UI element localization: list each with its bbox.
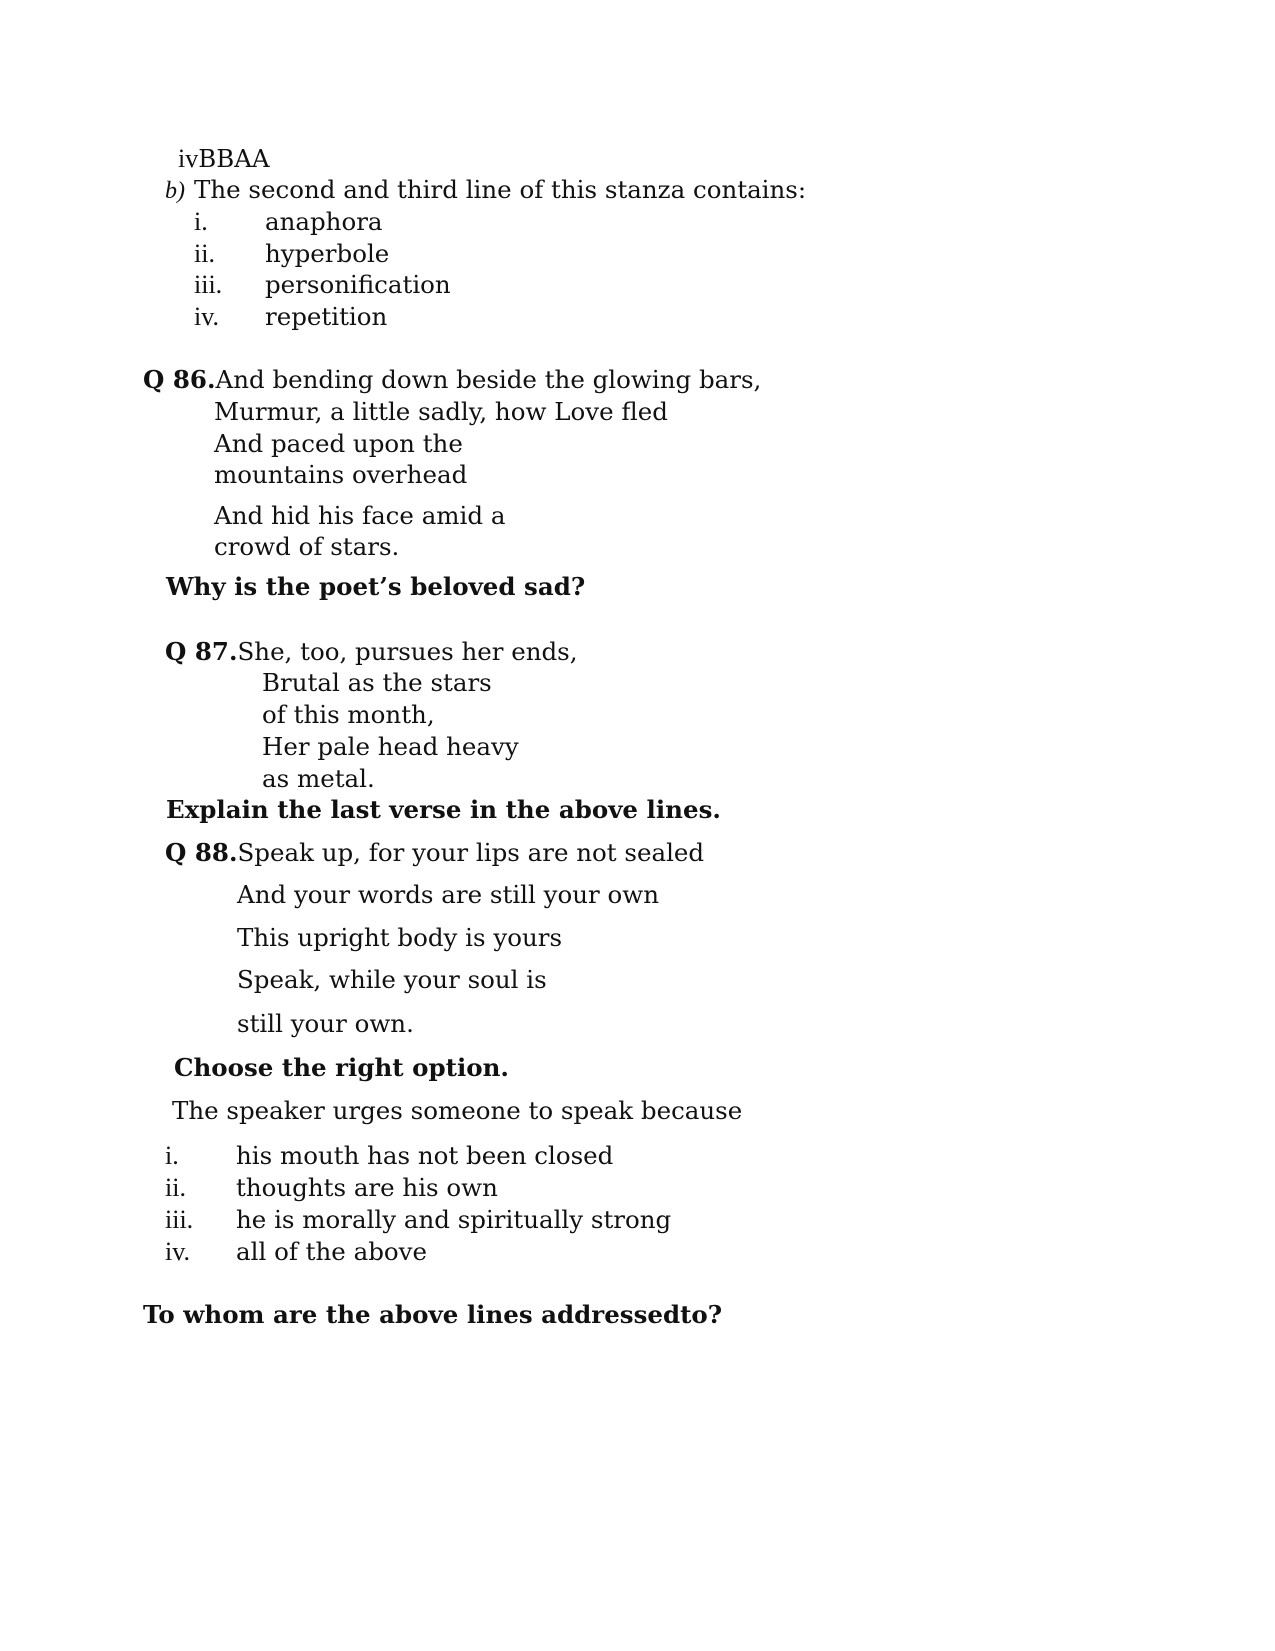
option-number: iv.	[165, 1237, 191, 1266]
poem-line: And your words are still your own	[237, 880, 659, 909]
question-number: Q 87.	[165, 637, 238, 666]
option-number: i.	[194, 207, 208, 236]
poem-line: still your own.	[237, 1009, 414, 1038]
poem-line: of this month,	[262, 700, 435, 729]
question-number: Q 88.	[165, 838, 238, 867]
question-b-text: The second and third line of this stanza contains:	[194, 175, 807, 204]
question-b	[165, 178, 185, 203]
poem-line: Her pale head heavy	[262, 732, 519, 761]
question-letter: b)	[165, 178, 185, 204]
q87-question: Explain the last verse in the above lines.	[166, 795, 721, 824]
q87-first-line	[165, 637, 578, 666]
option-text: hyperbole	[265, 239, 390, 268]
option-number: iv	[178, 144, 199, 173]
poem-line: as metal.	[262, 764, 375, 793]
q88-instruction: Choose the right option.	[174, 1053, 509, 1082]
option-text: all of the above	[236, 1237, 427, 1266]
option-number: ii.	[194, 239, 215, 268]
q86-question: Why is the poet’s beloved sad?	[166, 572, 586, 601]
poem-line: Murmur, a little sadly, how Love fled	[214, 397, 668, 426]
poem-line: And bending down beside the glowing bars,	[215, 365, 762, 394]
option-text: his mouth has not been closed	[236, 1141, 614, 1170]
poem-line: Brutal as the stars	[262, 668, 492, 697]
poem-line: And hid his face amid a	[214, 501, 506, 530]
poem-line: And paced upon the	[214, 429, 463, 458]
poem-line: crowd of stars.	[214, 532, 400, 561]
option-text: BBAA	[198, 144, 270, 173]
poem-line: She, too, pursues her ends,	[237, 637, 578, 666]
option-text: he is morally and spiritually strong	[236, 1205, 672, 1234]
option-number: i.	[165, 1141, 179, 1170]
q88-stem: The speaker urges someone to speak because	[172, 1096, 743, 1125]
option-number: iii.	[165, 1205, 194, 1234]
option-text: repetition	[265, 302, 388, 331]
q88-first-line	[165, 838, 705, 867]
option-number: iv.	[194, 302, 220, 331]
poem-line: This upright body is yours	[237, 923, 563, 952]
option-text: personification	[265, 270, 451, 299]
option-iv-answer	[178, 146, 270, 172]
option-text: anaphora	[265, 207, 383, 236]
q86-first-line	[143, 365, 762, 394]
question-number: Q 86.	[143, 365, 216, 394]
poem-line: Speak, while your soul is	[237, 965, 547, 994]
poem-line: mountains overhead	[214, 460, 468, 489]
poem-line: Speak up, for your lips are not sealed	[237, 838, 705, 867]
option-number: ii.	[165, 1173, 186, 1202]
q88-followup-question: To whom are the above lines addressedto?	[143, 1300, 723, 1329]
option-text: thoughts are his own	[236, 1173, 498, 1202]
option-number: iii.	[194, 270, 223, 299]
